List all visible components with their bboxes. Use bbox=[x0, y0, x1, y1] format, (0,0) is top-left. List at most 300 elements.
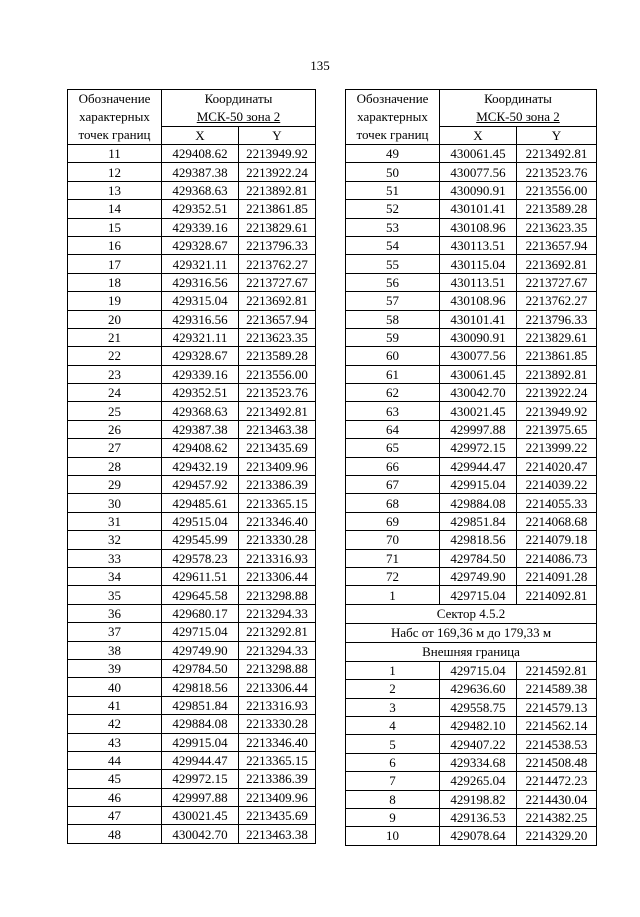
y-coordinate-cell: 2213316.93 bbox=[239, 549, 316, 567]
sector-title-row bbox=[346, 604, 597, 623]
y-coordinate-cell: 2214079.18 bbox=[517, 531, 597, 549]
table-row bbox=[346, 680, 597, 698]
x-coordinate-cell: 429482.10 bbox=[440, 716, 517, 734]
y-coordinate-cell: 2213949.92 bbox=[517, 402, 597, 420]
x-coordinate-cell: 429407.22 bbox=[440, 735, 517, 753]
y-coordinate-cell: 2214092.81 bbox=[517, 586, 597, 604]
y-coordinate-cell: 2213829.61 bbox=[517, 328, 597, 346]
x-coordinate-cell: 429368.63 bbox=[162, 402, 239, 420]
x-coordinate-cell: 430113.51 bbox=[440, 236, 517, 254]
point-number-cell: 41 bbox=[68, 696, 162, 714]
y-coordinate-cell: 2213556.00 bbox=[239, 365, 316, 383]
point-label-header bbox=[346, 90, 440, 145]
table-row bbox=[68, 347, 316, 365]
y-coordinate-cell: 2213292.81 bbox=[239, 623, 316, 641]
y-coordinate-cell: 2213492.81 bbox=[517, 145, 597, 163]
point-label-line3: точек границ bbox=[356, 127, 429, 142]
table-row bbox=[346, 384, 597, 402]
y-coordinate-cell: 2213861.85 bbox=[517, 347, 597, 365]
table-row bbox=[68, 255, 316, 273]
point-number-cell: 5 bbox=[346, 735, 440, 753]
point-number-cell: 68 bbox=[346, 494, 440, 512]
table-row bbox=[346, 420, 597, 438]
x-coordinate-cell: 429818.56 bbox=[162, 678, 239, 696]
x-coordinate-cell: 429328.67 bbox=[162, 347, 239, 365]
table-row bbox=[68, 457, 316, 475]
y-coordinate-cell: 2214068.68 bbox=[517, 512, 597, 530]
x-coordinate-cell: 430101.41 bbox=[440, 200, 517, 218]
y-coordinate-cell: 2213298.88 bbox=[239, 659, 316, 677]
x-coordinate-cell: 429368.63 bbox=[162, 181, 239, 199]
table-row bbox=[346, 586, 597, 604]
point-number-cell: 4 bbox=[346, 716, 440, 734]
point-number-cell: 71 bbox=[346, 549, 440, 567]
x-coordinate-cell: 430090.91 bbox=[440, 181, 517, 199]
y-coordinate-cell: 2213463.38 bbox=[239, 825, 316, 843]
x-coordinate-cell: 429334.68 bbox=[440, 753, 517, 771]
table-row bbox=[68, 770, 316, 788]
table-row bbox=[346, 273, 597, 291]
point-number-cell: 9 bbox=[346, 808, 440, 826]
point-number-cell: 35 bbox=[68, 586, 162, 604]
point-number-cell: 53 bbox=[346, 218, 440, 236]
x-coordinate-cell: 429339.16 bbox=[162, 365, 239, 383]
point-number-cell: 34 bbox=[68, 567, 162, 585]
table-row bbox=[346, 827, 597, 845]
y-coordinate-cell: 2214382.25 bbox=[517, 808, 597, 826]
page-number: 135 bbox=[310, 58, 330, 73]
point-number-cell: 54 bbox=[346, 236, 440, 254]
y-coordinate-cell: 2213316.93 bbox=[239, 696, 316, 714]
x-coordinate-cell: 429198.82 bbox=[440, 790, 517, 808]
table-row bbox=[68, 641, 316, 659]
y-coordinate-cell: 2213435.69 bbox=[239, 807, 316, 825]
x-coordinate-cell: 429321.11 bbox=[162, 255, 239, 273]
point-number-cell: 6 bbox=[346, 753, 440, 771]
x-coordinate-cell: 429645.58 bbox=[162, 586, 239, 604]
table-row bbox=[68, 567, 316, 585]
table-row bbox=[346, 808, 597, 826]
point-number-cell: 28 bbox=[68, 457, 162, 475]
x-coordinate-cell: 430108.96 bbox=[440, 218, 517, 236]
point-number-cell: 22 bbox=[68, 347, 162, 365]
y-coordinate-cell: 2214020.47 bbox=[517, 457, 597, 475]
x-coordinate-cell: 430090.91 bbox=[440, 328, 517, 346]
y-coordinate-cell: 2213330.28 bbox=[239, 531, 316, 549]
coords-header bbox=[162, 90, 316, 127]
point-number-cell: 65 bbox=[346, 439, 440, 457]
table-row bbox=[68, 531, 316, 549]
table-row bbox=[346, 200, 597, 218]
table-row bbox=[68, 181, 316, 199]
y-coordinate-cell: 2213346.40 bbox=[239, 733, 316, 751]
table-row bbox=[68, 678, 316, 696]
header-row bbox=[346, 90, 597, 109]
x-coordinate-cell: 429680.17 bbox=[162, 604, 239, 622]
y-coordinate-cell: 2213409.96 bbox=[239, 457, 316, 475]
x-coordinate-cell: 429408.62 bbox=[162, 145, 239, 163]
x-coordinate-cell: 429457.92 bbox=[162, 476, 239, 494]
y-coordinate-cell: 2214086.73 bbox=[517, 549, 597, 567]
table-row bbox=[346, 790, 597, 808]
table-row bbox=[346, 439, 597, 457]
x-coordinate-cell: 429851.84 bbox=[162, 696, 239, 714]
table-row bbox=[346, 661, 597, 679]
table-row bbox=[346, 512, 597, 530]
table-row bbox=[346, 328, 597, 346]
point-number-cell: 25 bbox=[68, 402, 162, 420]
point-number-cell: 58 bbox=[346, 310, 440, 328]
y-coordinate-cell: 2214039.22 bbox=[517, 476, 597, 494]
table-row bbox=[68, 733, 316, 751]
coordinates-table-right bbox=[345, 89, 597, 846]
x-header: X bbox=[162, 127, 239, 145]
x-coordinate-cell: 430115.04 bbox=[440, 255, 517, 273]
x-coordinate-cell: 429915.04 bbox=[440, 476, 517, 494]
y-coordinate-cell: 2213435.69 bbox=[239, 439, 316, 457]
point-label-line1: Обозначение bbox=[78, 91, 151, 106]
point-number-cell: 13 bbox=[68, 181, 162, 199]
y-coordinate-cell: 2213386.39 bbox=[239, 476, 316, 494]
table-row bbox=[68, 273, 316, 291]
point-number-cell: 66 bbox=[346, 457, 440, 475]
point-number-cell: 2 bbox=[346, 680, 440, 698]
y-coordinate-cell: 2214592.81 bbox=[517, 661, 597, 679]
y-coordinate-cell: 2213298.88 bbox=[239, 586, 316, 604]
y-coordinate-cell: 2213346.40 bbox=[239, 512, 316, 530]
y-coordinate-cell: 2213523.76 bbox=[239, 384, 316, 402]
x-coordinate-cell: 430077.56 bbox=[440, 347, 517, 365]
x-coordinate-cell: 429328.67 bbox=[162, 236, 239, 254]
point-number-cell: 30 bbox=[68, 494, 162, 512]
x-coordinate-cell: 429997.88 bbox=[440, 420, 517, 438]
sector-title: Сектор 4.5.2 bbox=[346, 604, 597, 623]
table-row bbox=[68, 715, 316, 733]
y-coordinate-cell: 2213829.61 bbox=[239, 218, 316, 236]
point-label-line3: точек границ bbox=[78, 127, 151, 142]
x-coordinate-cell: 429315.04 bbox=[162, 292, 239, 310]
point-number-cell: 57 bbox=[346, 292, 440, 310]
table-row bbox=[346, 753, 597, 771]
y-coordinate-cell: 2213762.27 bbox=[517, 292, 597, 310]
x-coordinate-cell: 429078.64 bbox=[440, 827, 517, 845]
table-row bbox=[346, 698, 597, 716]
x-coordinate-cell: 429339.16 bbox=[162, 218, 239, 236]
y-coordinate-cell: 2213306.44 bbox=[239, 567, 316, 585]
x-coordinate-cell: 429915.04 bbox=[162, 733, 239, 751]
y-coordinate-cell: 2213365.15 bbox=[239, 494, 316, 512]
point-number-cell: 48 bbox=[68, 825, 162, 843]
table-row bbox=[68, 476, 316, 494]
y-coordinate-cell: 2213623.35 bbox=[239, 328, 316, 346]
y-coordinate-cell: 2213922.24 bbox=[239, 163, 316, 181]
y-coordinate-cell: 2213306.44 bbox=[239, 678, 316, 696]
table-row bbox=[68, 365, 316, 383]
x-coordinate-cell: 430061.45 bbox=[440, 365, 517, 383]
table-row bbox=[68, 145, 316, 163]
point-label-line2: характерных bbox=[357, 109, 428, 124]
y-coordinate-cell: 2214508.48 bbox=[517, 753, 597, 771]
y-coordinate-cell: 2213999.22 bbox=[517, 439, 597, 457]
x-coordinate-cell: 429749.90 bbox=[440, 567, 517, 585]
table-row bbox=[68, 328, 316, 346]
x-coordinate-cell: 430113.51 bbox=[440, 273, 517, 291]
table-row bbox=[346, 163, 597, 181]
point-label-line2: характерных bbox=[79, 109, 150, 124]
point-number-cell: 15 bbox=[68, 218, 162, 236]
coords-system: МСК-50 зона 2 bbox=[476, 109, 560, 124]
y-coordinate-cell: 2214055.33 bbox=[517, 494, 597, 512]
y-coordinate-cell: 2213409.96 bbox=[239, 788, 316, 806]
y-coordinate-cell: 2213796.33 bbox=[239, 236, 316, 254]
table-row bbox=[346, 310, 597, 328]
y-coordinate-cell: 2213657.94 bbox=[517, 236, 597, 254]
y-coordinate-cell: 2213294.33 bbox=[239, 604, 316, 622]
point-number-cell: 7 bbox=[346, 772, 440, 790]
point-number-cell: 11 bbox=[68, 145, 162, 163]
point-number-cell: 70 bbox=[346, 531, 440, 549]
x-coordinate-cell: 429818.56 bbox=[440, 531, 517, 549]
x-coordinate-cell: 429997.88 bbox=[162, 788, 239, 806]
table-row bbox=[346, 457, 597, 475]
point-label-line1: Обозначение bbox=[356, 91, 429, 106]
y-coordinate-cell: 2213892.81 bbox=[239, 181, 316, 199]
x-coordinate-cell: 430108.96 bbox=[440, 292, 517, 310]
point-number-cell: 50 bbox=[346, 163, 440, 181]
x-coordinate-cell: 429749.90 bbox=[162, 641, 239, 659]
y-coordinate-cell: 2213463.38 bbox=[239, 420, 316, 438]
y-header: Y bbox=[239, 127, 316, 145]
table-row bbox=[68, 384, 316, 402]
y-coordinate-cell: 2213949.92 bbox=[239, 145, 316, 163]
table-row bbox=[68, 807, 316, 825]
y-coordinate-cell: 2214562.14 bbox=[517, 716, 597, 734]
y-coordinate-cell: 2213727.67 bbox=[517, 273, 597, 291]
point-number-cell: 72 bbox=[346, 567, 440, 585]
table-row bbox=[68, 163, 316, 181]
y-coordinate-cell: 2213589.28 bbox=[239, 347, 316, 365]
table-row bbox=[68, 623, 316, 641]
point-number-cell: 27 bbox=[68, 439, 162, 457]
table-row bbox=[68, 659, 316, 677]
point-number-cell: 62 bbox=[346, 384, 440, 402]
x-coordinate-cell: 429851.84 bbox=[440, 512, 517, 530]
x-coordinate-cell: 429972.15 bbox=[162, 770, 239, 788]
y-coordinate-cell: 2213922.24 bbox=[517, 384, 597, 402]
x-coordinate-cell: 430042.70 bbox=[440, 384, 517, 402]
x-coordinate-cell: 429944.47 bbox=[162, 751, 239, 769]
table-row bbox=[346, 716, 597, 734]
table-row bbox=[68, 420, 316, 438]
point-number-cell: 43 bbox=[68, 733, 162, 751]
point-number-cell: 67 bbox=[346, 476, 440, 494]
table-row bbox=[346, 549, 597, 567]
point-number-cell: 17 bbox=[68, 255, 162, 273]
y-coordinate-cell: 2213727.67 bbox=[239, 273, 316, 291]
point-number-cell: 36 bbox=[68, 604, 162, 622]
point-number-cell: 20 bbox=[68, 310, 162, 328]
table-row bbox=[68, 586, 316, 604]
point-number-cell: 63 bbox=[346, 402, 440, 420]
table-body bbox=[346, 90, 597, 846]
point-number-cell: 21 bbox=[68, 328, 162, 346]
point-number-cell: 39 bbox=[68, 659, 162, 677]
x-coordinate-cell: 430021.45 bbox=[440, 402, 517, 420]
point-number-cell: 47 bbox=[68, 807, 162, 825]
table-row bbox=[346, 531, 597, 549]
point-number-cell: 61 bbox=[346, 365, 440, 383]
x-coordinate-cell: 429578.23 bbox=[162, 549, 239, 567]
x-header: X bbox=[440, 127, 517, 145]
sector-range: Набс от 169,36 м до 179,33 м bbox=[346, 623, 597, 642]
point-number-cell: 51 bbox=[346, 181, 440, 199]
table-row bbox=[346, 292, 597, 310]
y-coordinate-cell: 2213861.85 bbox=[239, 200, 316, 218]
y-coordinate-cell: 2213386.39 bbox=[239, 770, 316, 788]
x-coordinate-cell: 429545.99 bbox=[162, 531, 239, 549]
x-coordinate-cell: 429136.53 bbox=[440, 808, 517, 826]
point-number-cell: 59 bbox=[346, 328, 440, 346]
point-number-cell: 38 bbox=[68, 641, 162, 659]
table-row bbox=[68, 696, 316, 714]
table-row bbox=[346, 402, 597, 420]
y-coordinate-cell: 2213523.76 bbox=[517, 163, 597, 181]
x-coordinate-cell: 429715.04 bbox=[162, 623, 239, 641]
point-number-cell: 55 bbox=[346, 255, 440, 273]
x-coordinate-cell: 429485.61 bbox=[162, 494, 239, 512]
table-row bbox=[346, 255, 597, 273]
x-coordinate-cell: 429265.04 bbox=[440, 772, 517, 790]
point-number-cell: 12 bbox=[68, 163, 162, 181]
x-coordinate-cell: 429944.47 bbox=[440, 457, 517, 475]
y-coordinate-cell: 2213657.94 bbox=[239, 310, 316, 328]
point-number-cell: 24 bbox=[68, 384, 162, 402]
point-number-cell: 10 bbox=[346, 827, 440, 845]
point-number-cell: 16 bbox=[68, 236, 162, 254]
y-coordinate-cell: 2214472.23 bbox=[517, 772, 597, 790]
coordinates-table-left bbox=[67, 89, 316, 844]
y-header: Y bbox=[517, 127, 597, 145]
table-row bbox=[346, 236, 597, 254]
point-number-cell: 26 bbox=[68, 420, 162, 438]
point-number-cell: 45 bbox=[68, 770, 162, 788]
y-coordinate-cell: 2213365.15 bbox=[239, 751, 316, 769]
x-coordinate-cell: 429408.62 bbox=[162, 439, 239, 457]
y-coordinate-cell: 2214329.20 bbox=[517, 827, 597, 845]
y-coordinate-cell: 2213623.35 bbox=[517, 218, 597, 236]
table-row bbox=[68, 825, 316, 843]
table-row bbox=[68, 751, 316, 769]
y-coordinate-cell: 2214091.28 bbox=[517, 567, 597, 585]
table-row bbox=[346, 145, 597, 163]
point-number-cell: 52 bbox=[346, 200, 440, 218]
table-row bbox=[68, 549, 316, 567]
x-coordinate-cell: 429784.50 bbox=[440, 549, 517, 567]
table-row bbox=[68, 604, 316, 622]
point-number-cell: 1 bbox=[346, 661, 440, 679]
x-coordinate-cell: 429611.51 bbox=[162, 567, 239, 585]
table-row bbox=[346, 347, 597, 365]
x-coordinate-cell: 429316.56 bbox=[162, 310, 239, 328]
y-coordinate-cell: 2214430.04 bbox=[517, 790, 597, 808]
x-coordinate-cell: 429715.04 bbox=[440, 661, 517, 679]
x-coordinate-cell: 430101.41 bbox=[440, 310, 517, 328]
x-coordinate-cell: 429715.04 bbox=[440, 586, 517, 604]
point-number-cell: 3 bbox=[346, 698, 440, 716]
point-number-cell: 31 bbox=[68, 512, 162, 530]
table-row bbox=[68, 512, 316, 530]
coords-title: Координаты bbox=[484, 91, 552, 106]
point-label-header bbox=[68, 90, 162, 145]
x-coordinate-cell: 429316.56 bbox=[162, 273, 239, 291]
point-number-cell: 40 bbox=[68, 678, 162, 696]
point-number-cell: 29 bbox=[68, 476, 162, 494]
x-coordinate-cell: 429515.04 bbox=[162, 512, 239, 530]
table-row bbox=[346, 476, 597, 494]
point-number-cell: 14 bbox=[68, 200, 162, 218]
y-coordinate-cell: 2213294.33 bbox=[239, 641, 316, 659]
point-number-cell: 18 bbox=[68, 273, 162, 291]
y-coordinate-cell: 2213796.33 bbox=[517, 310, 597, 328]
point-number-cell: 23 bbox=[68, 365, 162, 383]
y-coordinate-cell: 2214579.13 bbox=[517, 698, 597, 716]
sector-boundary-row bbox=[346, 642, 597, 661]
x-coordinate-cell: 429636.60 bbox=[440, 680, 517, 698]
y-coordinate-cell: 2213556.00 bbox=[517, 181, 597, 199]
table-row bbox=[346, 218, 597, 236]
point-number-cell: 69 bbox=[346, 512, 440, 530]
table-row bbox=[68, 494, 316, 512]
x-coordinate-cell: 429387.38 bbox=[162, 163, 239, 181]
point-number-cell: 33 bbox=[68, 549, 162, 567]
coords-header bbox=[440, 90, 597, 127]
x-coordinate-cell: 429387.38 bbox=[162, 420, 239, 438]
point-number-cell: 1 bbox=[346, 586, 440, 604]
y-coordinate-cell: 2213692.81 bbox=[517, 255, 597, 273]
coords-system: МСК-50 зона 2 bbox=[196, 109, 281, 124]
x-coordinate-cell: 430021.45 bbox=[162, 807, 239, 825]
point-number-cell: 60 bbox=[346, 347, 440, 365]
point-number-cell: 19 bbox=[68, 292, 162, 310]
point-number-cell: 8 bbox=[346, 790, 440, 808]
table-body bbox=[68, 90, 316, 844]
table-row bbox=[68, 402, 316, 420]
x-coordinate-cell: 430061.45 bbox=[440, 145, 517, 163]
y-coordinate-cell: 2213692.81 bbox=[239, 292, 316, 310]
table-row bbox=[346, 772, 597, 790]
x-coordinate-cell: 429884.08 bbox=[162, 715, 239, 733]
table-row bbox=[346, 567, 597, 585]
y-coordinate-cell: 2213492.81 bbox=[239, 402, 316, 420]
x-coordinate-cell: 429784.50 bbox=[162, 659, 239, 677]
x-coordinate-cell: 429352.51 bbox=[162, 200, 239, 218]
point-number-cell: 32 bbox=[68, 531, 162, 549]
table-row bbox=[346, 181, 597, 199]
table-row bbox=[346, 494, 597, 512]
point-number-cell: 37 bbox=[68, 623, 162, 641]
y-coordinate-cell: 2214538.53 bbox=[517, 735, 597, 753]
sector-boundary: Внешняя граница bbox=[346, 642, 597, 661]
y-coordinate-cell: 2213975.65 bbox=[517, 420, 597, 438]
table-row bbox=[346, 365, 597, 383]
x-coordinate-cell: 430077.56 bbox=[440, 163, 517, 181]
table-row bbox=[68, 292, 316, 310]
table-row bbox=[68, 310, 316, 328]
point-number-cell: 49 bbox=[346, 145, 440, 163]
y-coordinate-cell: 2214589.38 bbox=[517, 680, 597, 698]
point-number-cell: 42 bbox=[68, 715, 162, 733]
table-row bbox=[68, 218, 316, 236]
